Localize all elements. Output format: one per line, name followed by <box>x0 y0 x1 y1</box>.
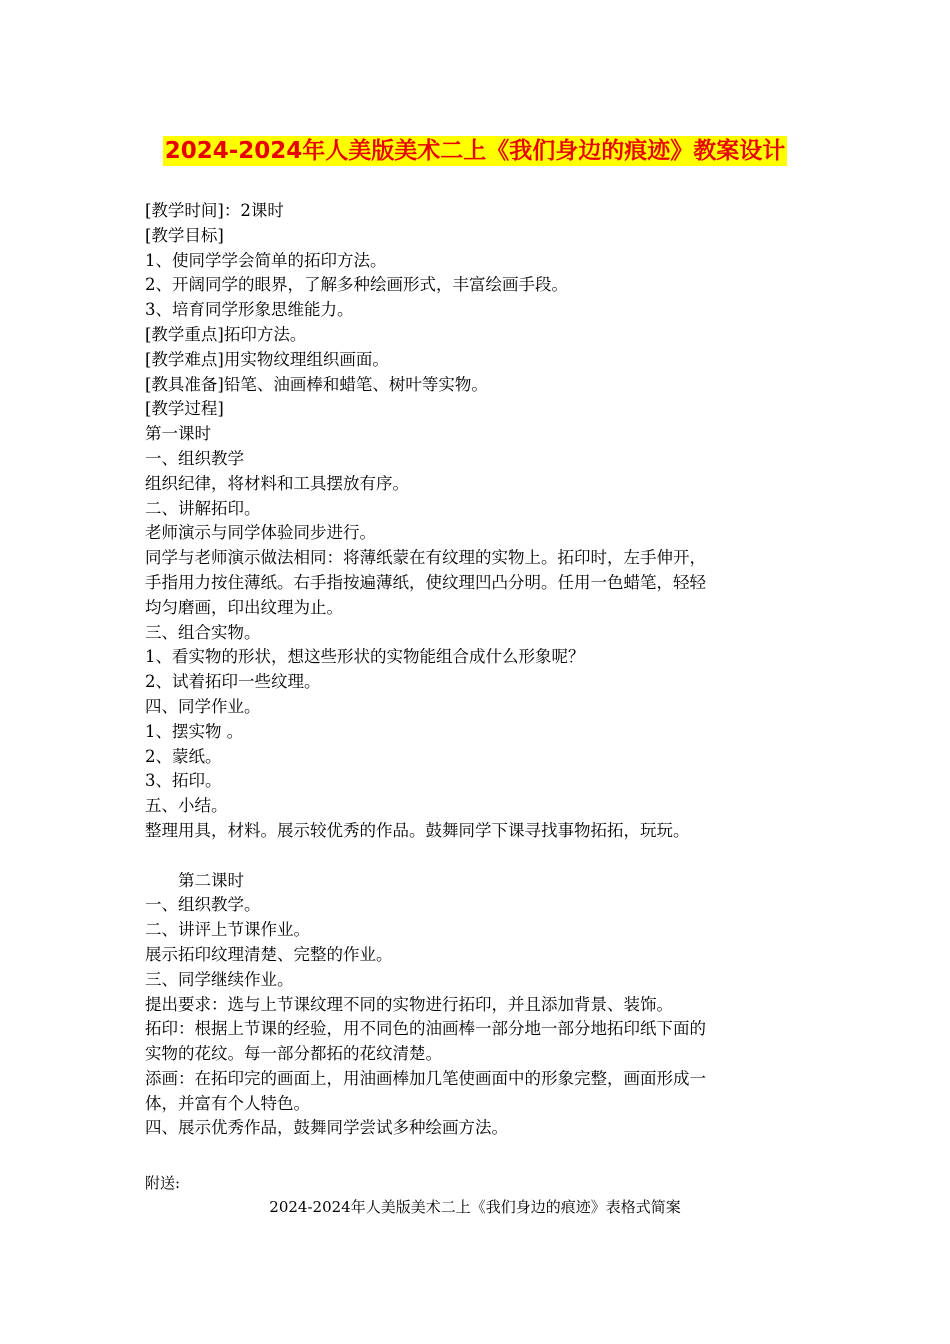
body-line: [教学时间]：2课时 <box>145 201 284 220</box>
body-line: 第二课时 <box>178 870 244 890</box>
body-line: 老师演示与同学体验同步进行。 <box>145 523 376 543</box>
body-line: 三、同学继续作业。 <box>145 969 294 989</box>
attachment-title: 2024-2024年人美版美术二上《我们身边的痕迹》表格式简案 <box>269 1198 681 1216</box>
body-line: 1、使同学学会简单的拓印方法。 <box>145 250 387 270</box>
body-line: 2、试着拓印一些纹理。 <box>145 672 321 692</box>
document-body <box>145 199 810 1141</box>
body-line: 二、讲解拓印。 <box>145 498 261 518</box>
body-line: [教具准备]铅笔、油画棒和蜡笔、树叶等实物。 <box>145 374 488 394</box>
body-line: 2、蒙纸。 <box>145 746 222 766</box>
body-line: 体，并富有个人特色。 <box>145 1093 310 1113</box>
body-line: [教学重点]拓印方法。 <box>145 324 307 344</box>
body-line: 2、开阔同学的眼界，了解多种绘画形式，丰富绘画手段。 <box>145 275 568 295</box>
title-container <box>0 136 950 166</box>
body-line: 展示拓印纹理清楚、完整的作业。 <box>145 944 393 964</box>
body-line: 3、培育同学形象思维能力。 <box>145 300 354 320</box>
attachment-label: 附送: <box>145 1174 181 1192</box>
body-line: 1、看实物的形状，想这些形状的实物能组合成什么形象呢？ <box>145 647 585 667</box>
blank-line <box>145 844 810 869</box>
body-line: 整理用具，材料。展示较优秀的作品。鼓舞同学下课寻找事物拓拓，玩玩。 <box>145 820 690 840</box>
body-line: 实物的花纹。每一部分都拓的花纹清楚。 <box>145 1044 442 1064</box>
body-line: 手指用力按住薄纸。右手指按遍薄纸，使纹理凹凸分明。任用一色蜡笔，轻轻 <box>145 572 706 592</box>
body-line: 第一课时 <box>145 424 211 444</box>
body-line: 一、组织教学。 <box>145 895 261 915</box>
body-line: 四、同学作业。 <box>145 696 261 716</box>
body-line: 1、摆实物 。 <box>145 721 244 741</box>
body-line: 组织纪律，将材料和工具摆放有序。 <box>145 473 409 493</box>
body-line: 同学与老师演示做法相同：将薄纸蒙在有纹理的实物上。拓印时，左手伸开， <box>145 548 706 568</box>
body-line: 二、讲评上节课作业。 <box>145 920 310 940</box>
document-title: 2024-2024年人美版美术二上《我们身边的痕迹》教案设计 <box>164 138 786 164</box>
body-line: 均匀磨画，印出纹理为止。 <box>145 597 343 617</box>
body-line: 四、展示优秀作品，鼓舞同学尝试多种绘画方法。 <box>145 1118 508 1138</box>
body-line: 3、拓印。 <box>145 771 222 791</box>
body-line: [教学过程] <box>145 399 224 419</box>
body-line: 一、组织教学 <box>145 448 244 468</box>
body-line: 三、组合实物。 <box>145 622 261 642</box>
body-line: 五、小结。 <box>145 796 228 816</box>
body-line: 添画：在拓印完的画面上，用油画棒加几笔使画面中的形象完整，画面形成一 <box>145 1068 706 1088</box>
body-line: 拓印：根据上节课的经验，用不同色的油画棒一部分地一部分地拓印纸下面的 <box>145 1019 706 1039</box>
body-line: 提出要求：选与上节课纹理不同的实物进行拓印，并且添加背景、装饰。 <box>145 994 673 1014</box>
body-line: [教学难点]用实物纹理组织画面。 <box>145 349 389 369</box>
body-line: [教学目标] <box>145 225 224 245</box>
